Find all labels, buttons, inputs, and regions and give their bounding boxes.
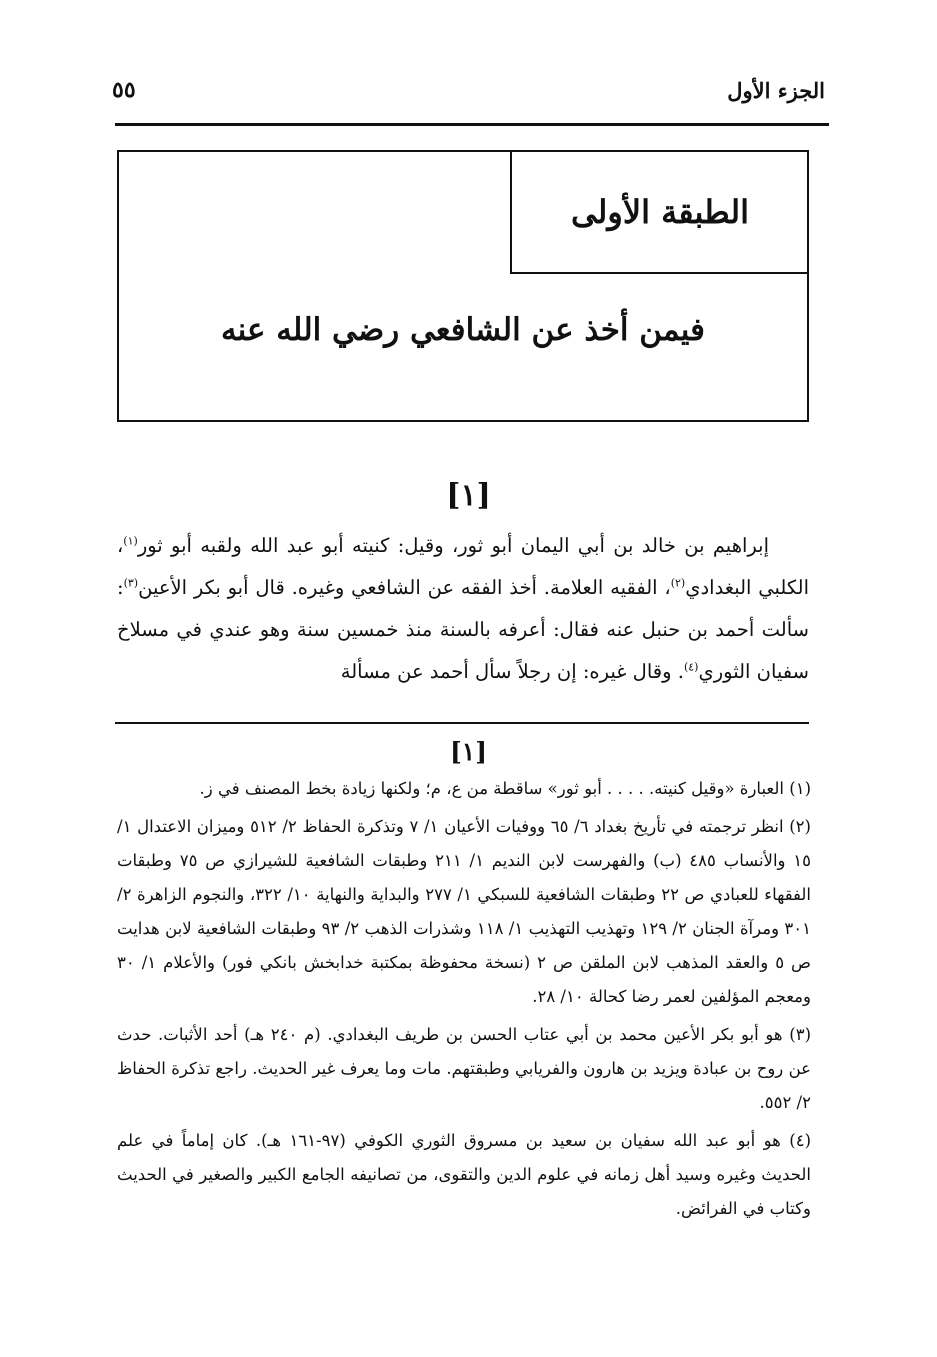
tier-box [510, 151, 808, 274]
footnote-ref-3[interactable]: (٣) [123, 576, 139, 590]
entry-text-3: ، الفقيه العلامة. أخذ الفقه عن الشافعي وغيره. قال أبو بكر الأعين [138, 576, 671, 599]
running-header [112, 72, 825, 108]
section-subtitle: فيمن أخذ عن الشافعي رضي الله عنه [221, 312, 705, 348]
tier-title: الطبقة الأولى [570, 192, 750, 231]
part-title: الجزء الأول [727, 77, 825, 103]
entry-text-4: : سألت أحمد بن حنبل عنه فقال: أعرفه بالسنة منذ خمسين سنة وهو عندي في مسلاخ سفيان الثوري [117, 576, 809, 683]
page-number: ٥٥ [112, 77, 136, 103]
header-rule [115, 123, 829, 126]
entry-text-1: إبراهيم بن خالد بن أبي اليمان أبو ثور، وقيل: كنيته أبو عبد الله ولقبه أبو ثور [137, 534, 769, 557]
footnote-3: (٣) هو أبو بكر الأعين محمد بن أبي عتاب الحسن بن طريف البغدادي. (م ٢٤٠ هـ) أحد الأثبات. حدث عن روح بن عبادة ويزيد بن هارون والفريابي وطبقتهم. مات وما يعرف غير الحديث. راجع تذكرة الحفاظ ٢/ ٥٥٢. [117, 1025, 811, 1112]
entry-paragraph [117, 525, 809, 693]
footnote-4: (٤) هو أبو عبد الله سفيان بن سعيد بن مسروق الثوري الكوفي (٩٧-١٦١ هـ). كان إماماً في علم الحديث وغيره وسيد أهل زمانه في علوم الدين والتقوى، من تصانيفه الجامع الكبير والصغير في الحديث وكتاب في الفرائض. [117, 1131, 811, 1218]
entry-text-2: ، الكلبي البغدادي [117, 534, 809, 599]
title-frame [117, 150, 809, 422]
footnotes-marker: [١] [449, 737, 488, 766]
footnote-ref-1[interactable]: (١) [123, 534, 138, 548]
footnote-1: (١) العبارة «وقيل كنيته. . . . . أبو ثور» ساقطة من ع، م؛ ولكنها زيادة بخط المصنف في ز. [199, 779, 811, 798]
entry-text-5: . وقال غيره: إن رجلاً سأل أحمد عن مسألة [340, 660, 684, 683]
footnotes [117, 772, 811, 1230]
footnote-ref-4[interactable]: (٤) [683, 660, 699, 674]
footnote-2: (٢) انظر ترجمته في تأريخ بغداد ٦/ ٦٥ ووفيات الأعيان ١/ ٧ وتذكرة الحفاظ ٢/ ٥١٢ وميزان الاعتدال ١/ ١٥ والأنساب ٤٨٥ (ب) والفهرست لابن النديم ١/ ٢١١ وطبقات الشافعية للشيرازي ص ٧٥ وطبقات الفقهاء للعبادي ص ٢٢ وطبقات الشافعية للسبكي ١/ ٢٧٧ والبداية والنهاية ١٠/ ٣٢٢، والنجوم الزاهرة ٢/ ٣٠١ ومرآة الجنان ٢/ ١٢٩ وتهذيب التهذيب ١/ ١١٨ وشذرات الذهب ٢/ ٩٣ وطبقات الشافعية لابن هدايت ص ٥ والعقد المذهب لابن الملقن ص ٢ (نسخة محفوظة بمكتبة خدابخش بانكي فور) والأعلام ١/ ٣٠ ومعجم المؤلفين لعمر رضا كحالة ١٠/ ٢٨. [117, 817, 812, 1006]
footnote-rule [115, 722, 809, 724]
entry-number: [١] [446, 478, 491, 513]
entry-body [117, 525, 809, 693]
footnote-ref-2[interactable]: (٢) [670, 576, 686, 590]
